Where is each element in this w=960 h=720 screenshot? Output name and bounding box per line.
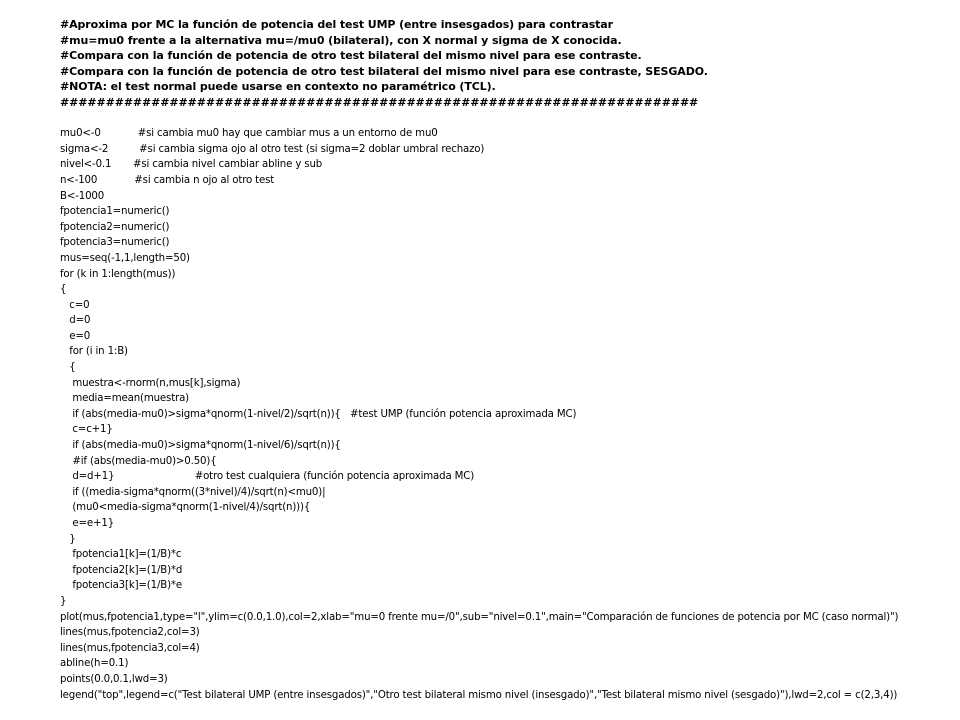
code-line: if (abs(media-mu0)>sigma*qnorm(1-nivel/6)/sqrt(n)){ (60, 440, 341, 452)
header-comment-line: #NOTA: el test normal puede usarse en contexto no paramétrico (TCL). (60, 80, 496, 94)
code-line: fpotencia2[k]=(1/B)*d (60, 564, 183, 576)
code-line: fpotencia3=numeric() (60, 237, 170, 249)
code-line: lines(mus,fpotencia3,col=4) (60, 642, 200, 654)
code-line: legend("top",legend=c("Test bilateral UMP (entre insesgados)","Otro test bilateral mismo nivel (insesgado)","Test bilateral mismo nivel (sesgado)"),lwd=2,col = c(2,3,4)) (60, 689, 898, 701)
code-line: if (abs(media-mu0)>sigma*qnorm(1-nivel/2)/sqrt(n)){ #test UMP (función potencia aproximada MC) (60, 408, 577, 420)
code-line: e=0 (60, 330, 91, 342)
code-line: sigma<-2 #si cambia sigma ojo al otro test (si sigma=2 doblar umbral rechazo) (60, 143, 485, 155)
code-line: fpotencia1=numeric() (60, 206, 170, 218)
code-line: fpotencia3[k]=(1/B)*e (60, 580, 182, 592)
code-line: #if (abs(media-mu0)>0.50){ (60, 455, 217, 467)
code-line: B<-1000 (60, 190, 105, 202)
code-line: n<-100 #si cambia n ojo al otro test (60, 174, 275, 186)
header-comment-line: #Compara con la función de potencia de otro test bilateral del mismo nivel para ese contraste, SESGADO. (60, 64, 708, 78)
header-comment-line: #mu=mu0 frente a la alternativa mu=/mu0 (bilateral), con X normal y sigma de X conocida. (60, 33, 622, 47)
code-line: fpotencia1[k]=(1/B)*c (60, 549, 182, 561)
code-line: mus=seq(-1,1,length=50) (60, 252, 190, 264)
code-line: (mu0<media-sigma*qnorm(1-nivel/4)/sqrt(n))){ (60, 502, 311, 514)
code-line: d=0 (60, 315, 91, 327)
code-line: for (k in 1:length(mus)) (60, 268, 176, 280)
separator-line: ###################################################################### (60, 95, 699, 109)
code-line: c=c+1} (60, 424, 113, 436)
code-line: muestra<-rnorm(n,mus[k],sigma) (60, 377, 241, 389)
code-line: { (60, 284, 67, 296)
code-line: abline(h=0.1) (60, 658, 129, 670)
code-line: plot(mus,fpotencia1,type="l",ylim=c(0.0,1.0),col=2,xlab="mu=0 frente mu=/0",sub="nivel=0.1",main="Comparación de funciones de potencia por MC (caso normal)") (60, 611, 899, 623)
code-line: lines(mus,fpotencia2,col=3) (60, 627, 200, 639)
code-line: { (60, 362, 76, 374)
blank-line (60, 111, 950, 127)
header-comment-line: #Aproxima por MC la función de potencia del test UMP (entre insesgados) para contrastar (60, 18, 613, 31)
code-line: } (60, 595, 67, 607)
code-line: fpotencia2=numeric() (60, 221, 170, 233)
header-comment-line: #Compara con la función de potencia de otro test bilateral del mismo nivel para ese contraste. (60, 49, 642, 63)
code-line: } (60, 533, 76, 545)
code-line: c=0 (60, 299, 90, 311)
code-line: d=d+1} #otro test cualquiera (función potencia aproximada MC) (60, 471, 475, 483)
code-line: for (i in 1:B) (60, 346, 128, 358)
code-line: e=e+1} (60, 518, 115, 529)
code-line: nivel<-0.1 #si cambia nivel cambiar abline y sub (60, 159, 323, 171)
code-line: mu0<-0 #si cambia mu0 hay que cambiar mus a un entorno de mu0 (60, 128, 438, 140)
code-block (60, 17, 950, 703)
code-line: if ((media-sigma*qnorm((3*nivel)/4)/sqrt(n)<mu0)| (60, 486, 326, 498)
code-line: points(0.0,0.1,lwd=3) (60, 673, 168, 685)
code-line: media=mean(muestra) (60, 393, 189, 405)
